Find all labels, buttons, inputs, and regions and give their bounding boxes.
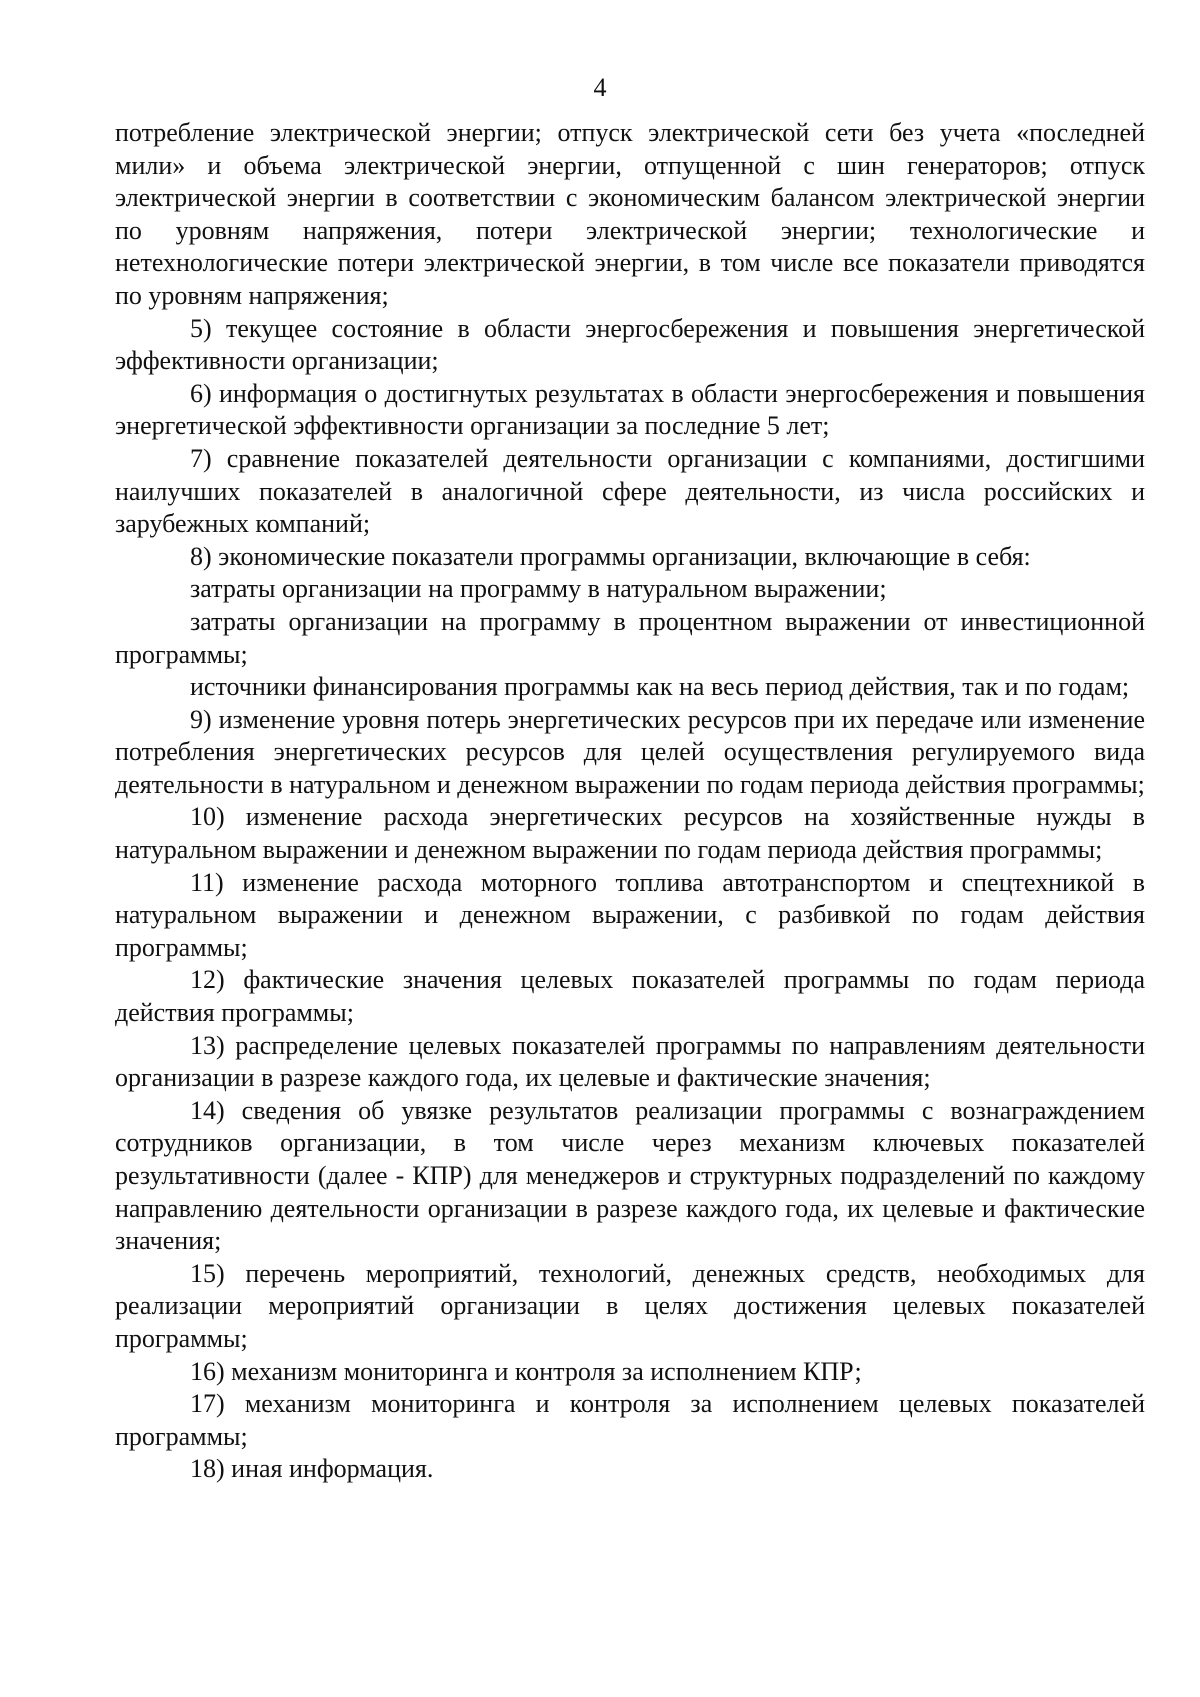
sub-item-costs-natural: затраты организации на программу в натуральном выражении; <box>190 574 887 604</box>
list-item-10: 10) изменение расхода энергетических ресурсов на хозяйственные нужды в натуральном выражении и денежном выражении по годам периода действия программы; <box>115 802 1145 865</box>
list-item-13: 13) распределение целевых показателей программы по направлениям деятельности организации в разрезе каждого года, их целевые и фактические значения; <box>115 1030 1145 1093</box>
list-item-15: 15) перечень мероприятий, технологий, денежных средств, необходимых для реализации мероприятий организации в целях достижения целевых показателей программы; <box>115 1258 1145 1353</box>
list-item-18: 18) иная информация. <box>190 1454 434 1484</box>
list-item-12: 12) фактические значения целевых показателей программы по годам периода действия программы; <box>115 965 1145 1028</box>
sub-item-funding-sources: источники финансирования программы как на весь период действия, так и по годам; <box>190 672 1130 702</box>
paragraph-continuation: потребление электрической энергии; отпуск электрической сети без учета «последней мили» и объема электрической энергии, отпущенной с шин генераторов; отпуск электрической энергии в соответствии с экономическим балансом электрической энергии по уровням напряжения, потери электрической энергии; технологические и нетехнологические потери электрической энергии, в том числе все показатели приводятся по уровням напряжения; <box>115 118 1145 310</box>
list-item-17: 17) механизм мониторинга и контроля за исполнением целевых показателей программы; <box>115 1389 1145 1451</box>
list-item-6: 6) информация о достигнутых результатах в области энергосбережения и повышения энергетической эффективности организации за последние 5 лет; <box>115 378 1145 441</box>
page-number: 4 <box>593 73 607 102</box>
list-item-7: 7) сравнение показателей деятельности организации с компаниями, достигшими наилучших показателей в аналогичной сфере деятельности, из числа российских и зарубежных компаний; <box>115 443 1145 539</box>
list-item-11: 11) изменение расхода моторного топлива автотранспортом и спецтехникой в натуральном выражении и денежном выражении, с разбивкой по годам действия программы; <box>115 867 1145 962</box>
list-item-16: 16) механизм мониторинга и контроля за исполнением КПР; <box>190 1356 862 1386</box>
sub-item-costs-percent: затраты организации на программу в процентном выражении от инвестиционной программы; <box>115 606 1145 669</box>
list-item-9: 9) изменение уровня потерь энергетических ресурсов при их передаче или изменение потребления энергетических ресурсов для целей осуществления регулируемого вида деятельности в натуральном и денежном выражении по годам периода действия программы; <box>115 704 1145 799</box>
list-item-14: 14) сведения об увязке результатов реализации программы с вознаграждением сотрудников организации, в том числе через механизм ключевых показателей результативности (далее - КПР) для менеджеров и структурных подразделений по каждому направлению деятельности организации в разрезе каждого года, их целевые и фактические значения; <box>115 1095 1145 1256</box>
document-body <box>115 117 1145 1486</box>
list-item-5: 5) текущее состояние в области энергосбережения и повышения энергетической эффективности организации; <box>115 313 1145 376</box>
list-item-8: 8) экономические показатели программы организации, включающие в себя: <box>190 541 1031 571</box>
